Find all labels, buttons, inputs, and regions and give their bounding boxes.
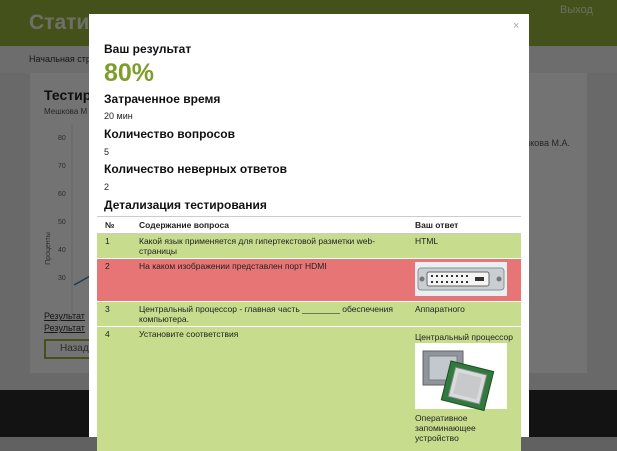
row-answer: Центральный процессор	[415, 329, 515, 342]
questions-value: 5	[104, 147, 109, 157]
wrong-value: 2	[104, 182, 109, 192]
row-number: 1	[97, 234, 131, 259]
row-answer-cell	[407, 327, 521, 451]
details-heading: Детализация тестирования	[104, 198, 267, 212]
row-answer: Аппаратного	[407, 302, 521, 327]
table-row	[97, 234, 521, 259]
time-value: 20 мин	[104, 111, 133, 121]
dvi-connector-image	[415, 262, 507, 296]
table-row	[97, 302, 521, 327]
row-number: 2	[97, 259, 131, 302]
close-icon[interactable]: ×	[513, 20, 519, 32]
row-question: На каком изображении представлен порт HDMI	[131, 259, 407, 302]
row-answer: HTML	[407, 234, 521, 259]
table-row	[97, 327, 521, 451]
table-header-row	[97, 217, 521, 234]
result-heading: Ваш результат	[104, 42, 191, 56]
row-number: 3	[97, 302, 131, 327]
column-header: Содержание вопроса	[131, 217, 407, 234]
row-answer-cell	[407, 259, 521, 302]
row-number: 4	[97, 327, 131, 451]
time-heading: Затраченное время	[104, 92, 220, 106]
column-header: Ваш ответ	[407, 217, 521, 234]
wrong-heading: Количество неверных ответов	[104, 162, 287, 176]
row-question: Центральный процессор - главная часть ________ обеспечения компьютера.	[131, 302, 407, 327]
column-header: №	[97, 217, 131, 234]
cpu-image	[415, 343, 507, 409]
table-row	[97, 259, 521, 302]
details-table	[97, 216, 521, 451]
row-answer-extra: Оперативное запоминающее устройство	[415, 409, 515, 443]
row-question: Установите соответствия	[131, 327, 407, 451]
questions-heading: Количество вопросов	[104, 127, 235, 141]
score-value: 80%	[104, 59, 154, 88]
row-question: Какой язык применяется для гипертекстовой разметки web-страницы	[131, 234, 407, 259]
result-modal	[89, 14, 529, 437]
